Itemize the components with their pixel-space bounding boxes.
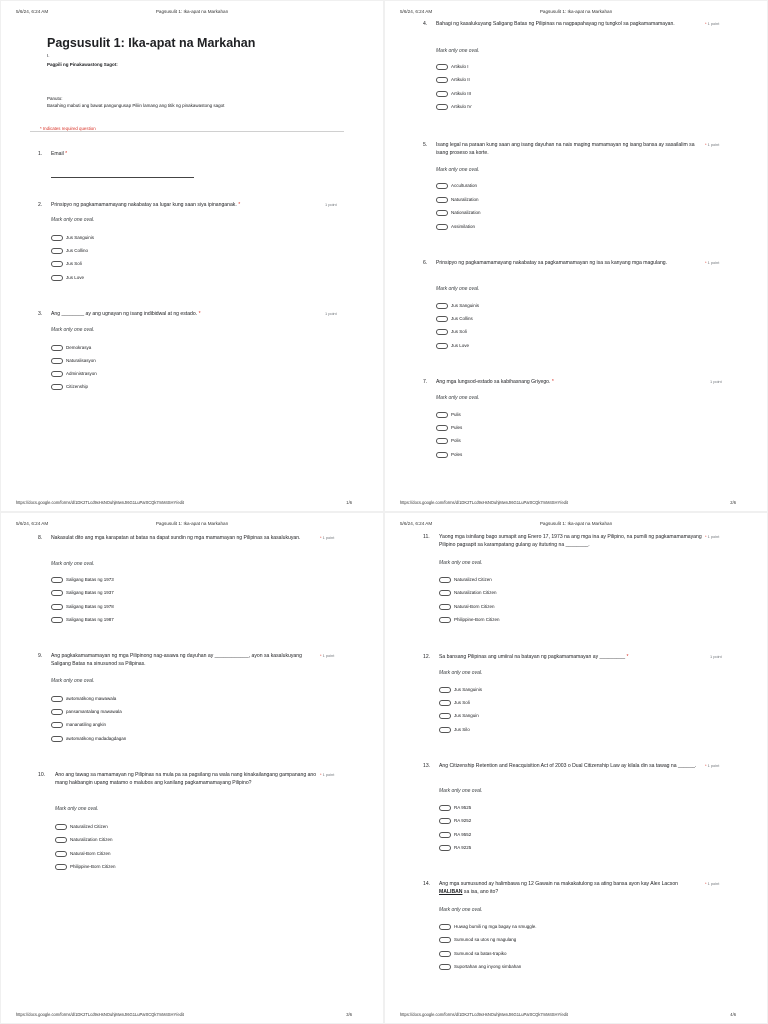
section-number: I. — [47, 53, 50, 58]
radio-oval-icon[interactable] — [51, 261, 63, 267]
question-number: 8. — [38, 535, 43, 541]
mark-hint: Mark only one oval. — [436, 286, 480, 292]
radio-oval-icon[interactable] — [436, 438, 448, 444]
points-label: 1 point — [325, 202, 337, 207]
question-number: 14. — [423, 881, 431, 887]
radio-oval-icon[interactable] — [51, 371, 63, 377]
points-label: 1 point — [710, 379, 722, 384]
option[interactable]: Saligang Batas ng 1937 — [51, 589, 114, 597]
required-note: * Indicates required question — [40, 126, 96, 131]
print-timestamp: 5/6/24, 6:24 AM — [16, 9, 49, 14]
question-2 — [38, 201, 340, 286]
question-text: Ang mga sumusunod ay halimbawa ng 12 Gawain na makakatulong sa ating bansa ayon kay Alex Lacson MALIBAN sa isa, ano ito? — [439, 881, 678, 895]
option[interactable]: Pules — [436, 424, 462, 432]
form-title: Pagsusulit 1: Ika-apat na Markahan — [47, 36, 256, 50]
radio-oval-icon[interactable] — [55, 864, 67, 870]
option[interactable]: Jus Collino — [51, 247, 88, 255]
option[interactable]: Artikulo II — [436, 76, 470, 84]
option[interactable]: Saligang Batas ng 1987 — [51, 616, 114, 624]
option[interactable]: Saligang Batas ng 1978 — [51, 603, 114, 611]
email-input[interactable] — [51, 177, 194, 178]
points-label: 1 point — [325, 311, 337, 316]
question-text: Ang pagkakamamamayan ng mga Pilipinong nag-asawa ng dayuhan ay ____________, ayon sa kasalukuyang Saligang Batas na sinusunod sa Pilipinas. — [51, 653, 302, 667]
option[interactable]: Jus Collins — [436, 315, 473, 323]
option[interactable]: awtomatikong mawawala — [51, 695, 116, 703]
option[interactable]: Pulis — [436, 411, 461, 419]
question-number: 9. — [38, 653, 43, 659]
option[interactable]: Natural-Born Citizen — [439, 603, 495, 611]
question-text: Sa bansang Pilipinas ang umiiral na batayan ng pagkamamamayan ay _________ — [439, 654, 626, 660]
question-number: 4. — [423, 21, 428, 27]
mark-hint: Mark only one oval. — [51, 217, 95, 223]
radio-oval-icon[interactable] — [51, 590, 63, 596]
radio-oval-icon[interactable] — [436, 412, 448, 418]
radio-oval-icon[interactable] — [55, 851, 67, 857]
question-7 — [423, 378, 723, 468]
radio-oval-icon[interactable] — [439, 832, 451, 838]
question-text: Email — [51, 151, 64, 157]
emphasis-maliban: MALIBAN — [439, 889, 463, 895]
radio-oval-icon[interactable] — [439, 845, 451, 851]
option[interactable]: Jus Soli — [439, 699, 470, 707]
radio-oval-icon[interactable] — [439, 964, 451, 970]
radio-oval-icon[interactable] — [439, 687, 451, 693]
option[interactable]: Jus Sanguinis — [436, 302, 479, 310]
question-text: Prinsipyo ng pagkamamamayang nakabatay sa lugar kung saan siya ipinanganak. — [51, 202, 237, 208]
option[interactable]: Natural-Born Citizen — [55, 850, 111, 858]
question-8 — [38, 534, 340, 629]
radio-oval-icon[interactable] — [55, 824, 67, 830]
radio-oval-icon[interactable] — [439, 604, 451, 610]
page-url: https://docs.google.com/forms/d/1DK2TLcd9xHsNOuhjMwnJI6G1LuPar0CQk7mM4SHY/edit — [16, 500, 184, 505]
question-number: 10. — [38, 772, 46, 778]
required-asterisk: * — [626, 654, 629, 660]
option[interactable]: Sumunod sa utos ng magulang — [439, 936, 516, 944]
radio-oval-icon[interactable] — [436, 452, 448, 458]
page-3 — [0, 512, 384, 1024]
option[interactable]: Naturalized Citizen — [55, 823, 108, 831]
radio-oval-icon[interactable] — [51, 617, 63, 623]
option[interactable]: Naturalized Citizen — [439, 576, 492, 584]
question-text: Bahagi ng kasalukuyang Saligang Batas ng Pilipinas na nagpapahayag ng tungkol sa pagkamamamayan. — [436, 21, 675, 27]
option[interactable]: Artikulo IV — [436, 103, 472, 111]
question-14 — [423, 880, 723, 980]
radio-oval-icon[interactable] — [51, 604, 63, 610]
print-timestamp: 5/6/24, 6:24 AM — [400, 521, 433, 526]
print-title: Pagsusulit 1: Ika-apat na Markahan — [539, 521, 613, 526]
question-text: Isang legal na paraan kung saan ang isang dayuhan na nais maging mamamayan ng isang bansa ay sasailalim sa isang proseso sa korte. — [436, 142, 695, 156]
radio-oval-icon[interactable] — [439, 951, 451, 957]
option[interactable]: Jus Sanguinis — [51, 234, 94, 242]
radio-oval-icon[interactable] — [51, 709, 63, 715]
option[interactable]: Huwag bumili ng mga bagay na smuggle. — [439, 923, 537, 931]
points-label: 1 point — [710, 654, 722, 659]
mark-hint: Mark only one oval. — [51, 678, 95, 684]
radio-oval-icon[interactable] — [436, 343, 448, 349]
mark-hint: Mark only one oval. — [55, 806, 99, 812]
radio-oval-icon[interactable] — [51, 345, 63, 351]
radio-oval-icon[interactable] — [55, 837, 67, 843]
question-number: 2. — [38, 202, 43, 208]
required-asterisk: * — [551, 379, 554, 385]
radio-oval-icon[interactable] — [51, 275, 63, 281]
option[interactable]: Saligang Batas ng 1973 — [51, 576, 114, 584]
radio-oval-icon[interactable] — [436, 210, 448, 216]
points-label: * 1 point — [705, 260, 720, 265]
option[interactable]: Citizenship — [51, 383, 88, 391]
option[interactable]: RA 9252 — [439, 817, 471, 825]
option[interactable]: Naturalization Citizen — [55, 836, 113, 844]
radio-oval-icon[interactable] — [439, 577, 451, 583]
option[interactable]: RA 9552 — [439, 831, 471, 839]
radio-oval-icon[interactable] — [436, 425, 448, 431]
radio-oval-icon[interactable] — [51, 736, 63, 742]
question-12 — [423, 653, 723, 743]
option[interactable]: Philippine-Born Citizen — [55, 863, 116, 871]
option[interactable]: Administrasyon — [51, 370, 97, 378]
option[interactable]: RA 9225 — [439, 844, 471, 852]
mark-hint: Mark only one oval. — [439, 788, 483, 794]
radio-oval-icon[interactable] — [436, 104, 448, 110]
option[interactable]: Acculturation — [436, 182, 477, 190]
radio-oval-icon[interactable] — [51, 358, 63, 364]
option[interactable]: Polis — [436, 437, 461, 445]
radio-oval-icon[interactable] — [51, 248, 63, 254]
radio-oval-icon[interactable] — [436, 329, 448, 335]
panuto-label: Panuto: — [47, 96, 63, 101]
question-text: Nakasulat dito ang mga karapatan at batas na dapat sundin ng mga mamamayan ng Pilipinas sa kasalukuyan. — [51, 535, 301, 541]
option[interactable]: Nationalization — [436, 209, 481, 217]
radio-oval-icon[interactable] — [436, 64, 448, 70]
points-label: * 1 point — [320, 772, 335, 777]
question-number: 7. — [423, 379, 428, 385]
mark-hint: Mark only one oval. — [51, 561, 95, 567]
mark-hint: Mark only one oval. — [51, 327, 95, 333]
question-text: Ang ________ ay ang ugnayan ng isang indibidwal at ng estado. — [51, 311, 198, 317]
option[interactable]: Jus Sanguin — [439, 712, 479, 720]
radio-oval-icon[interactable] — [51, 235, 63, 241]
mark-hint: Mark only one oval. — [436, 48, 480, 54]
question-text: Yaong mga isinilang bago sumapit ang Enero 17, 1973 na ang mga ina ay Pilipino, na pumili ng pagkamamamayang Pilipino pagsapit sa karampatang gulang ay ituturing na ________. — [439, 534, 702, 548]
page-url: https://docs.google.com/forms/d/1DK2TLcd9xHsNOuhjMwnJI6G1LuPar0CQk7mM4SHY/edit — [400, 500, 568, 505]
print-timestamp: 5/6/24, 6:24 AM — [400, 9, 433, 14]
radio-oval-icon[interactable] — [436, 183, 448, 189]
question-text: Prinsipyo ng pagkamamamayang nakabatay sa pagkamamamayan ng isa sa kanyang mga magulang. — [436, 260, 668, 266]
radio-oval-icon[interactable] — [436, 316, 448, 322]
radio-oval-icon[interactable] — [51, 577, 63, 583]
page-number: 1/6 — [346, 500, 352, 505]
question-13 — [423, 762, 723, 857]
option[interactable]: RA 9525 — [439, 804, 471, 812]
print-title: Pagsusulit 1: Ika-apat na Markahan — [155, 521, 229, 526]
required-asterisk: * — [238, 202, 241, 208]
page-number: 4/6 — [730, 1012, 736, 1017]
page-2 — [384, 0, 768, 512]
page-number: 2/6 — [730, 500, 736, 505]
mark-hint: Mark only one oval. — [439, 560, 483, 566]
radio-oval-icon[interactable] — [439, 924, 451, 930]
radio-oval-icon[interactable] — [436, 197, 448, 203]
radio-oval-icon[interactable] — [51, 722, 63, 728]
points-label: * 1 point — [705, 881, 720, 886]
option[interactable]: Demokrasya — [51, 344, 91, 352]
radio-oval-icon[interactable] — [436, 77, 448, 83]
radio-oval-icon[interactable] — [439, 700, 451, 706]
required-asterisk: * — [65, 151, 68, 157]
option[interactable]: Jus Love — [436, 342, 469, 350]
mark-hint: Mark only one oval. — [439, 907, 483, 913]
question-number: 1. — [38, 151, 43, 157]
option[interactable]: Philippine-Born Citizen — [439, 616, 500, 624]
question-text: Ang Citizenship Retention and Reacquisition Act of 2003 o Dual Citizenship Law ay kilala din sa tawag na ______. — [439, 763, 697, 769]
option[interactable]: Jus Soli — [436, 328, 467, 336]
option[interactable]: pansamantalang mawawala — [51, 708, 122, 716]
option[interactable]: Jus Soli — [51, 260, 82, 268]
radio-oval-icon[interactable] — [51, 384, 63, 390]
mark-hint: Mark only one oval. — [436, 395, 480, 401]
panuto-text: Basahing mabuti ang bawat pangungusap Piliin lamang ang titik ng pinakawastong sagot — [47, 103, 225, 108]
radio-oval-icon[interactable] — [439, 805, 451, 811]
page-url: https://docs.google.com/forms/d/1DK2TLcd9xHsNOuhjMwnJI6G1LuPar0CQk7mM4SHY/edit — [16, 1012, 184, 1017]
question-text: Ang mga lungsod-estado sa kabihasnang Griyego. — [436, 379, 551, 385]
option[interactable]: Jus Silo — [439, 726, 470, 734]
option[interactable]: Jus Love — [51, 274, 84, 282]
question-6 — [423, 259, 723, 354]
mark-hint: Mark only one oval. — [439, 670, 483, 676]
question-1 — [38, 150, 338, 190]
page-4 — [384, 512, 768, 1024]
option[interactable]: Assimilation — [436, 223, 475, 231]
points-label: * 1 point — [705, 763, 720, 768]
question-number: 12. — [423, 654, 431, 660]
page-number: 3/6 — [346, 1012, 352, 1017]
points-label: * 1 point — [320, 535, 335, 540]
radio-oval-icon[interactable] — [51, 696, 63, 702]
option[interactable]: Sumunod sa batas-trapiko — [439, 950, 507, 958]
question-9 — [38, 652, 340, 747]
required-asterisk: * — [198, 311, 201, 317]
points-label: * 1 point — [705, 21, 720, 26]
option[interactable]: Poles — [436, 451, 462, 459]
option[interactable]: Naturalisasyon — [51, 357, 96, 365]
question-number: 11. — [423, 534, 430, 540]
question-number: 13. — [423, 763, 431, 769]
radio-oval-icon[interactable] — [439, 617, 451, 623]
question-11 — [423, 533, 723, 628]
radio-oval-icon[interactable] — [436, 224, 448, 230]
points-label: * 1 point — [705, 142, 720, 147]
option[interactable]: mananatiling angkin — [51, 721, 106, 729]
question-number: 5. — [423, 142, 428, 148]
option[interactable]: Naturalization Citizen — [439, 589, 497, 597]
option[interactable]: Artikulo III — [436, 90, 471, 98]
page-url: https://docs.google.com/forms/d/1DK2TLcd9xHsNOuhjMwnJI6G1LuPar0CQk7mM4SHY/edit — [400, 1012, 568, 1017]
page-1 — [0, 0, 384, 512]
option[interactable]: Artikulo I — [436, 63, 469, 71]
question-10 — [38, 771, 340, 881]
print-title: Pagsusulit 1: Ika-apat na Markahan — [539, 9, 613, 14]
radio-oval-icon[interactable] — [439, 818, 451, 824]
question-text: Ano ang tawag sa mamamayan ng Pilipinas na mula pa sa pagsilang na wala nang kinakailangang gampanang ano mang hakbangin upang matamo o malubos ang kanilang pagkamamamayang Pilipino? — [55, 772, 317, 786]
points-label: * 1 point — [705, 534, 720, 539]
mark-hint: Mark only one oval. — [436, 167, 480, 173]
option[interactable]: Naturalization — [436, 196, 479, 204]
radio-oval-icon[interactable] — [439, 590, 451, 596]
radio-oval-icon[interactable] — [436, 91, 448, 97]
question-number: 6. — [423, 260, 428, 266]
question-number: 3. — [38, 311, 43, 317]
radio-oval-icon[interactable] — [439, 727, 451, 733]
divider — [30, 131, 344, 132]
option[interactable]: awtomatikong madadagdagan — [51, 735, 126, 743]
question-3 — [38, 310, 340, 395]
question-4 — [423, 20, 723, 115]
print-timestamp: 5/6/24, 6:24 AM — [16, 521, 49, 526]
print-title: Pagsusulit 1: Ika-apat na Markahan — [155, 9, 229, 14]
points-label: * 1 point — [320, 653, 335, 658]
question-5 — [423, 141, 723, 236]
option[interactable]: Jus Sanguinis — [439, 686, 482, 694]
radio-oval-icon[interactable] — [436, 303, 448, 309]
radio-oval-icon[interactable] — [439, 713, 451, 719]
section-subtitle: Pagpili ng Pinakawastong Sagot: — [47, 62, 118, 67]
radio-oval-icon[interactable] — [439, 937, 451, 943]
option[interactable]: Suportahan ang inyong simbahan — [439, 963, 521, 971]
